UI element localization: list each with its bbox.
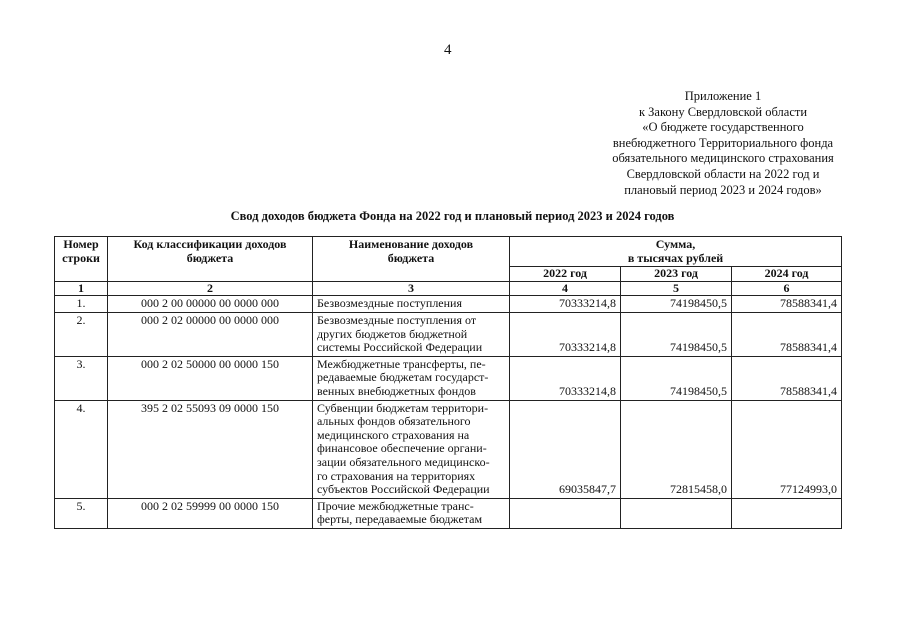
- row-number: 1.: [55, 296, 108, 313]
- amount-2022: 69035847,7: [510, 400, 621, 498]
- table-column-index-row: [55, 281, 842, 296]
- column-index: 6: [732, 281, 842, 296]
- header-year-2022: 2022 год: [510, 267, 621, 282]
- amount-2023: 74198450,5: [621, 296, 732, 313]
- row-number: 3.: [55, 356, 108, 400]
- header-row-number: Номер строки: [55, 237, 108, 282]
- column-index: 5: [621, 281, 732, 296]
- table-row: [55, 296, 842, 313]
- row-number: 5.: [55, 498, 108, 528]
- revenue-name: Межбюджетные трансферты, пе- редаваемые бюджетам государст- венных внебюджетных фондов: [313, 356, 510, 400]
- amount-2023: 74198450,5: [621, 356, 732, 400]
- page-number: 4: [444, 42, 452, 58]
- column-index: 3: [313, 281, 510, 296]
- table-row: [55, 356, 842, 400]
- header-sum: Сумма, в тысячах рублей: [510, 237, 842, 267]
- header-year-2023: 2023 год: [621, 267, 732, 282]
- revenue-name: Субвенции бюджетам территори- альных фондов обязательного медицинского страхования на финансовое обеспечение органи- зации обязательного медицинско- го страхования на территориях субъектов Российской Федерации: [313, 400, 510, 498]
- amount-2022: 70333214,8: [510, 312, 621, 356]
- table-header-row: [55, 237, 842, 267]
- header-year-2024: 2024 год: [732, 267, 842, 282]
- document-title: Свод доходов бюджета Фонда на 2022 год и плановый период 2023 и 2024 годов: [230, 209, 675, 223]
- row-number: 2.: [55, 312, 108, 356]
- classification-code: 395 2 02 55093 09 0000 150: [108, 400, 313, 498]
- appendix-line: плановый период 2023 и 2024 годов»: [624, 182, 822, 197]
- appendix-line: к Закону Свердловской области: [638, 104, 808, 119]
- revenue-name: Безвозмездные поступления: [313, 296, 510, 313]
- revenue-name: Прочие межбюджетные транс- ферты, передаваемые бюджетам: [313, 498, 510, 528]
- amount-2024: 78588341,4: [732, 356, 842, 400]
- amount-2024: 77124993,0: [732, 400, 842, 498]
- table-row: [55, 498, 842, 528]
- amount-2024: [732, 498, 842, 528]
- amount-2022: 70333214,8: [510, 356, 621, 400]
- column-index: 1: [55, 281, 108, 296]
- amount-2024: 78588341,4: [732, 296, 842, 313]
- classification-code: 000 2 02 50000 00 0000 150: [108, 356, 313, 400]
- amount-2024: 78588341,4: [732, 312, 842, 356]
- amount-2022: [510, 498, 621, 528]
- header-classification-code: Код классификации доходов бюджета: [108, 237, 313, 282]
- revenue-table: [54, 236, 842, 529]
- appendix-line: Свердловской области на 2022 год и: [626, 166, 820, 181]
- appendix-line: обязательного медицинского страхования: [612, 151, 834, 166]
- amount-2023: 72815458,0: [621, 400, 732, 498]
- row-number: 4.: [55, 400, 108, 498]
- revenue-name: Безвозмездные поступления от других бюджетов бюджетной системы Российской Федерации: [313, 312, 510, 356]
- amount-2022: 70333214,8: [510, 296, 621, 313]
- classification-code: 000 2 02 00000 00 0000 000: [108, 312, 313, 356]
- appendix-header: [598, 89, 848, 198]
- column-index: 4: [510, 281, 621, 296]
- table-row: [55, 400, 842, 498]
- appendix-line: внебюджетного Территориального фонда: [612, 135, 834, 150]
- column-index: 2: [108, 281, 313, 296]
- header-revenue-name: Наименование доходов бюджета: [313, 237, 510, 282]
- appendix-line: Приложение 1: [684, 89, 762, 103]
- classification-code: 000 2 02 59999 00 0000 150: [108, 498, 313, 528]
- table-row: [55, 312, 842, 356]
- amount-2023: 74198450,5: [621, 312, 732, 356]
- amount-2023: [621, 498, 732, 528]
- classification-code: 000 2 00 00000 00 0000 000: [108, 296, 313, 313]
- appendix-line: «О бюджете государственного: [642, 120, 804, 135]
